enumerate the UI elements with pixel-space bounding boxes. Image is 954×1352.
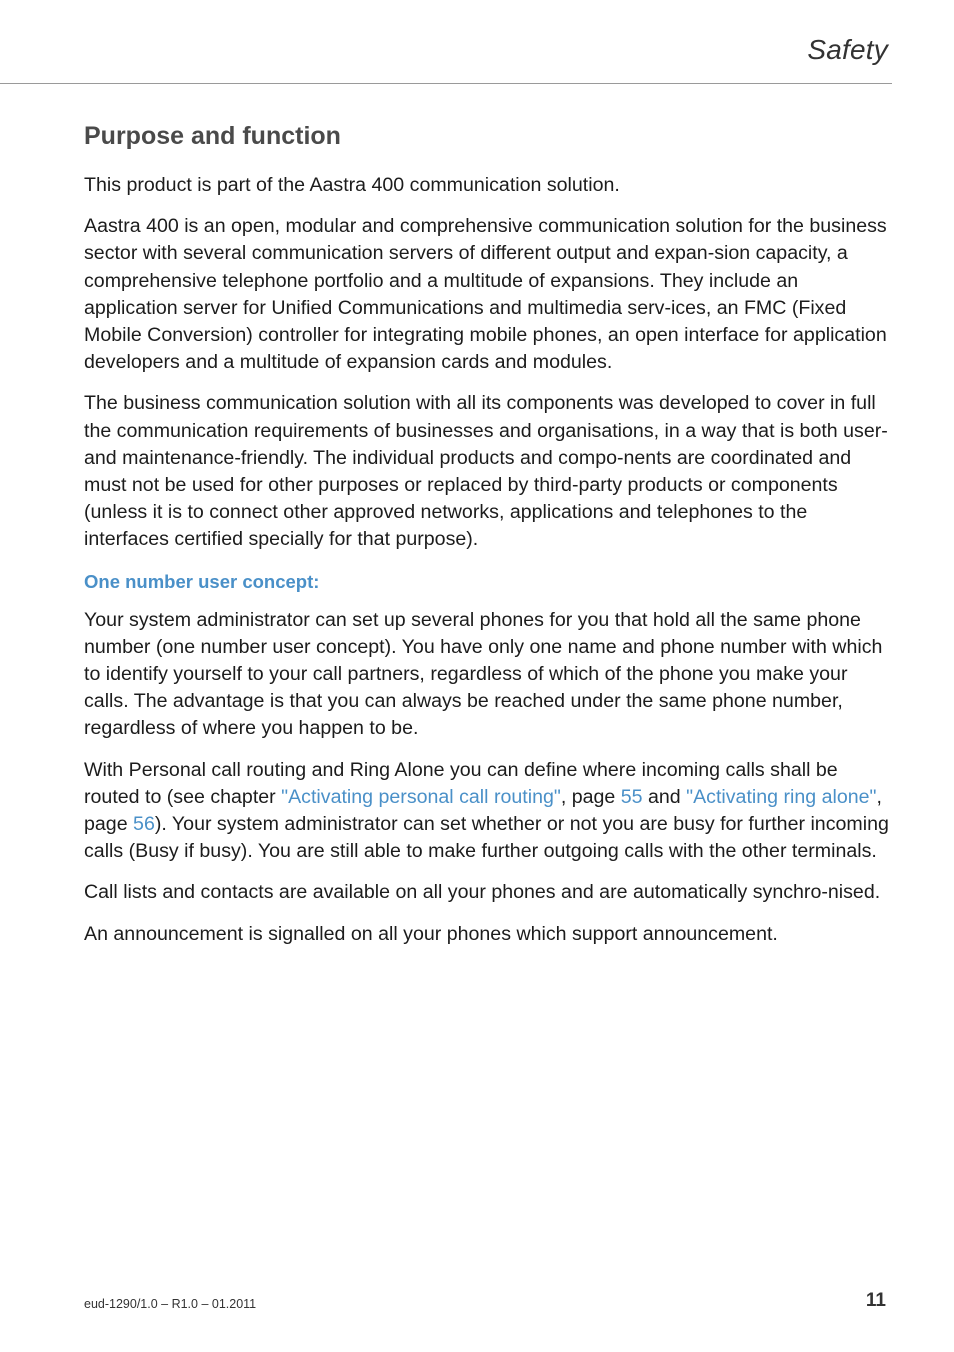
- paragraph-solution-purpose: The business communication solution with all its components was developed to cover in full the communication requirements of businesses and organisations, in a way that is both user- and maintenance-friendly. The individual products and compo-nents are coordinated and must not be used for other purposes or replaced by third-party products or components (unless it is to connect other approved networks, applications and telephones to the interfaces certified specially for that purpose).: [84, 392, 888, 551]
- footer-page-number: 11: [865, 1290, 886, 1311]
- paragraph-aastra-overview: Aastra 400 is an open, modular and comprehensive communication solution for the business sector with several communication servers of different output and expan-sion capacity, a comprehensive telephone portfolio and a multitude of expansions. They include an application server for Unified Communications and multimedia serv-ices, an FMC (Fixed Mobile Conversion) controller for integrating mobile phones, an open interface for application developers and a multitude of expansion cards and modules.: [84, 215, 887, 374]
- call-routing-text-5: ). Your system administrator can set whether or not you are busy for further incoming calls (Busy if busy). You are still able to make further outgoing calls with the other terminals.: [84, 813, 889, 863]
- footer-document-id: eud-1290/1.0 – R1.0 – 01.2011: [84, 1297, 257, 1311]
- paragraph-intro: This product is part of the Aastra 400 communication solution.: [84, 174, 620, 196]
- call-routing-text-4: , page: [84, 785, 882, 836]
- paragraph-call-lists: Call lists and contacts are available on all your phones and are automatically synchro-nised.: [84, 881, 881, 904]
- paragraph-one-number-concept: Your system administrator can set up several phones for you that hold all the same phone number (one number user concept). You have only one name and phone number with which to identify yourself to your call partners, regardless of which of the phone you make your calls. The advantage is that you can always be reached under the same phone number, regardless of where you happen to be.: [84, 608, 883, 740]
- call-routing-text-3: and: [642, 785, 687, 808]
- paragraph-announcement: An announcement is signalled on all your phones which support announcement.: [84, 922, 778, 945]
- main-content: [84, 118, 892, 962]
- page-title: Purpose and function: [84, 122, 341, 150]
- link-page-55[interactable]: 55: [620, 785, 643, 808]
- call-routing-text-2: , page: [560, 785, 621, 808]
- paragraph-call-routing: [84, 757, 892, 866]
- link-activating-ring-alone[interactable]: "Activating ring alone": [686, 785, 877, 808]
- call-routing-text-1: With Personal call routing and Ring Alone you can define where incoming calls shall be routed to (see chapter: [84, 758, 838, 808]
- link-activating-personal-call-routing[interactable]: "Activating personal call routing": [281, 785, 561, 808]
- subheading-one-number: One number user concept:: [84, 570, 320, 592]
- link-page-56[interactable]: 56: [133, 813, 155, 836]
- header-section-title: Safety: [807, 34, 888, 65]
- header-divider: [0, 83, 892, 84]
